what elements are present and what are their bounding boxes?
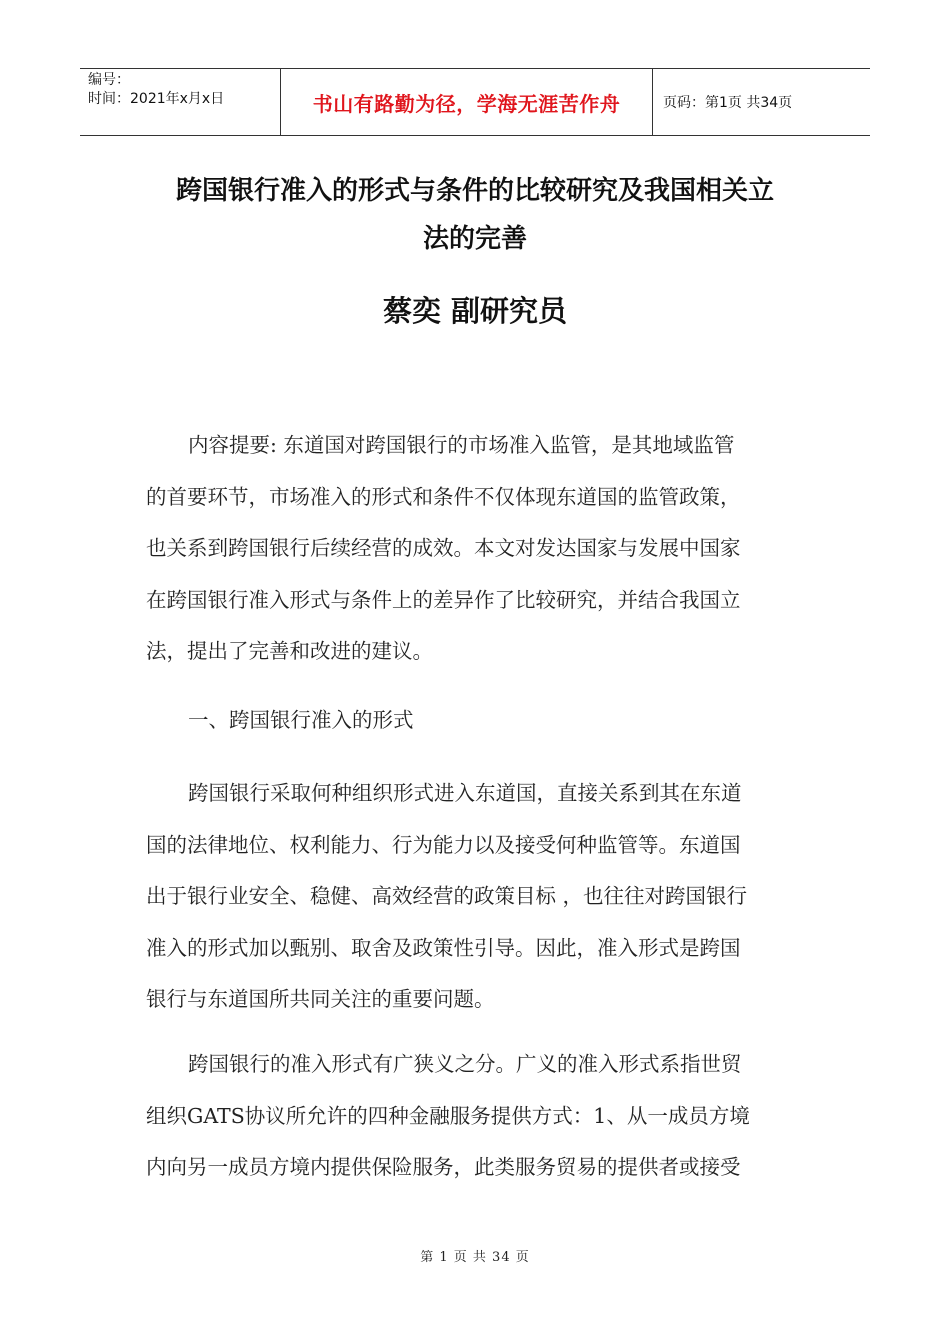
- text-line: 国的法律地位、权利能力、行为能力以及接受何种监管等。东道国: [146, 832, 741, 857]
- page-footer: 第 1 页 共 34 页: [420, 1250, 530, 1265]
- text-line: 的首要环节，市场准入的形式和条件不仅体现东道国的监管政策，: [146, 484, 741, 509]
- text-line: 组织GATS协议所允许的四种金融服务提供方式：1、从一成员方境: [146, 1103, 750, 1128]
- text-line: 在跨国银行准入形式与条件上的差异作了比较研究，并结合我国立: [146, 587, 741, 612]
- header-meta: [80, 69, 281, 135]
- document-title-line-1: 跨国银行准入的形式与条件的比较研究及我国相关立: [175, 176, 774, 206]
- document-header: [80, 68, 870, 136]
- abstract-paragraph: [146, 420, 806, 678]
- time-label: 时间：2021年x月x日: [88, 91, 225, 107]
- text-line: 跨国银行采取何种组织形式进入东道国，直接关系到其在东道: [188, 781, 742, 805]
- author-name: 蔡奕 副研究员: [382, 294, 568, 328]
- text-line: 内向另一成员方境内提供保险服务，此类服务贸易的提供者或接受: [146, 1155, 741, 1179]
- section-1-heading: 一、跨国银行准入的形式: [188, 708, 414, 732]
- text-line: 出于银行业安全、稳健、高效经营的政策目标 ，也往往对跨国银行: [146, 884, 748, 908]
- header-motto: 书山有路勤为径，学海无涯苦作舟: [281, 69, 653, 135]
- body-paragraph-1: [146, 768, 806, 1026]
- text-line: 内容提要: 东道国对跨国银行的市场准入监管，是其地域监管: [188, 433, 735, 457]
- text-line: 银行与东道国所共同关注的重要问题。: [146, 987, 495, 1011]
- text-line: 跨国银行的准入形式有广狭义之分。广义的准入形式系指世贸: [188, 1052, 742, 1076]
- section-heading: [146, 695, 806, 747]
- text-line: 也关系到跨国银行后续经营的成效。本文对发达国家与发展中国家: [146, 536, 741, 560]
- body-paragraph-2: [146, 1039, 806, 1194]
- number-label: 编号：: [88, 72, 130, 88]
- text-line: 法，提出了完善和改进的建议。: [146, 639, 433, 663]
- text-line: 准入的形式加以甄别、取舍及政策性引导。因此，准入形式是跨国: [146, 935, 741, 960]
- document-title-line-2: 法的完善: [422, 224, 527, 254]
- header-page-info: 页码：第1页 共34页: [663, 95, 793, 111]
